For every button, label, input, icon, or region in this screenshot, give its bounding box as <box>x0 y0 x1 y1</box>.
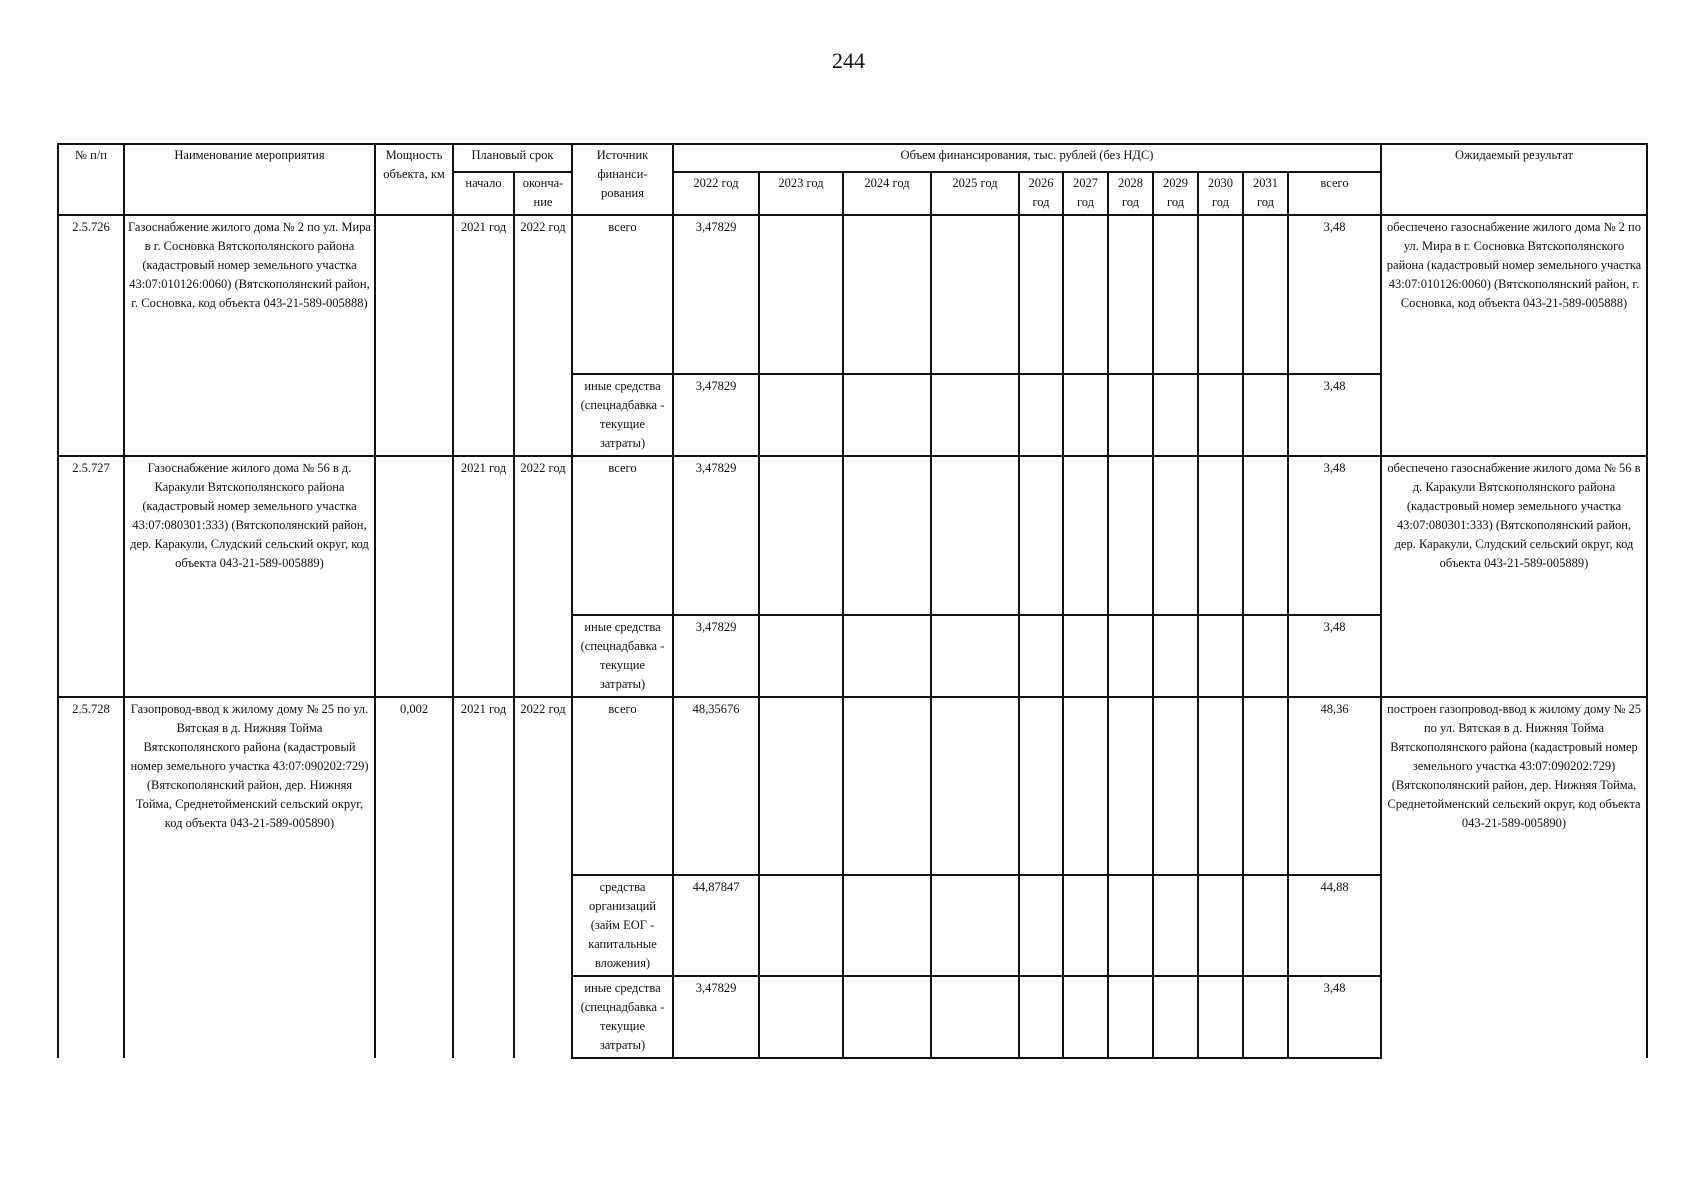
table-row <box>58 456 1647 615</box>
row-name: Газопровод-ввод к жилому дому № 25 по ул. Вятская в д. Нижняя Тойма Вятскополянского района (кадастровый номер земельного участка 43:07:090202:729) (Вятскополянский район, дер. Нижняя Тойма, Среднетойменский сельский округ, код объекта 043-21-589-005890) <box>124 697 375 1058</box>
header-term: Плановый срок <box>453 144 572 172</box>
value-2022: 48,35676 <box>673 697 759 875</box>
value-total: 3,48 <box>1288 456 1381 615</box>
row-end: 2022 год <box>514 215 572 456</box>
row-source: всего <box>572 456 673 615</box>
row-source: всего <box>572 215 673 374</box>
financing-table <box>57 143 1648 1059</box>
value-2022: 3,47829 <box>673 374 759 456</box>
row-result: обеспечено газоснабжение жилого дома № 56 в д. Каракули Вятскополянского района (кадастровый номер земельного участка 43:07:080301:333) (Вятскополянский район, дер. Каракули, Слудский сельский округ, код объекта 043-21-589-005889) <box>1381 456 1647 697</box>
row-source: иные средства (спецнадбавка - текущие затраты) <box>572 976 673 1058</box>
value-total: 48,36 <box>1288 697 1381 875</box>
header-year: 2028 год <box>1108 172 1153 215</box>
row-capacity: 0,002 <box>375 697 453 1058</box>
value-total: 3,48 <box>1288 374 1381 456</box>
header-year: 2023 год <box>759 172 843 215</box>
header-total: всего <box>1288 172 1381 215</box>
header-term-start: начало <box>453 172 514 215</box>
value-2022: 3,47829 <box>673 456 759 615</box>
header-year: 2029 год <box>1153 172 1198 215</box>
row-capacity <box>375 456 453 697</box>
header-term-end: оконча-ние <box>514 172 572 215</box>
header-year: 2031 год <box>1243 172 1288 215</box>
row-start: 2021 год <box>453 215 514 456</box>
value-2022: 3,47829 <box>673 215 759 374</box>
row-source: всего <box>572 697 673 875</box>
header-year: 2024 год <box>843 172 931 215</box>
row-result: обеспечено газоснабжение жилого дома № 2 по ул. Мира в г. Сосновка Вятскополянского района (кадастровый номер земельного участка 43:07:010126:0060) (Вятскополянский район, г. Сосновка, код объекта 043-21-589-005888) <box>1381 215 1647 456</box>
header-capacity: Мощность объекта, км <box>375 144 453 215</box>
value-2022: 3,47829 <box>673 615 759 697</box>
row-capacity <box>375 215 453 456</box>
header-year: 2022 год <box>673 172 759 215</box>
header-year: 2025 год <box>931 172 1019 215</box>
header-year: 2030 год <box>1198 172 1243 215</box>
row-source: иные средства (спецнадбавка - текущие затраты) <box>572 374 673 456</box>
value-total: 3,48 <box>1288 615 1381 697</box>
row-name: Газоснабжение жилого дома № 2 по ул. Мира в г. Сосновка Вятскополянского района (кадастровый номер земельного участка 43:07:010126:0060) (Вятскополянский район, г. Сосновка, код объекта 043-21-589-005888) <box>124 215 375 456</box>
row-num: 2.5.726 <box>58 215 124 456</box>
header-name: Наименование мероприятия <box>124 144 375 215</box>
row-end: 2022 год <box>514 697 572 1058</box>
page-number: 244 <box>832 48 865 73</box>
row-result: построен газопровод-ввод к жилому дому № 25 по ул. Вятская в д. Нижняя Тойма Вятскополянского района (кадастровый номер земельного участка 43:07:090202:729) (Вятскополянский район, дер. Нижняя Тойма, Среднетойменский сельский округ, код объекта 043-21-589-005890) <box>1381 697 1647 1058</box>
table-row <box>58 215 1647 374</box>
header-source: Источник финанси-рования <box>572 144 673 215</box>
header-year: 2026 год <box>1019 172 1063 215</box>
value-2022: 3,47829 <box>673 976 759 1058</box>
row-start: 2021 год <box>453 697 514 1058</box>
row-num: 2.5.727 <box>58 456 124 697</box>
header-volume: Объем финансирования, тыс. рублей (без НДС) <box>673 144 1381 172</box>
header-num: № п/п <box>58 144 124 215</box>
row-name: Газоснабжение жилого дома № 56 в д. Каракули Вятскополянского района (кадастровый номер земельного участка 43:07:080301:333) (Вятскополянский район, дер. Каракули, Слудский сельский округ, код объекта 043-21-589-005889) <box>124 456 375 697</box>
row-source: иные средства (спецнадбавка - текущие затраты) <box>572 615 673 697</box>
header-result: Ожидаемый результат <box>1381 144 1647 215</box>
value-total: 3,48 <box>1288 976 1381 1058</box>
table-row <box>58 697 1647 875</box>
value-total: 3,48 <box>1288 215 1381 374</box>
row-end: 2022 год <box>514 456 572 697</box>
row-source: средства организаций (займ ЕОГ - капитальные вложения) <box>572 875 673 976</box>
row-start: 2021 год <box>453 456 514 697</box>
value-2022: 44,87847 <box>673 875 759 976</box>
value-total: 44,88 <box>1288 875 1381 976</box>
row-num: 2.5.728 <box>58 697 124 1058</box>
header-year: 2027 год <box>1063 172 1108 215</box>
